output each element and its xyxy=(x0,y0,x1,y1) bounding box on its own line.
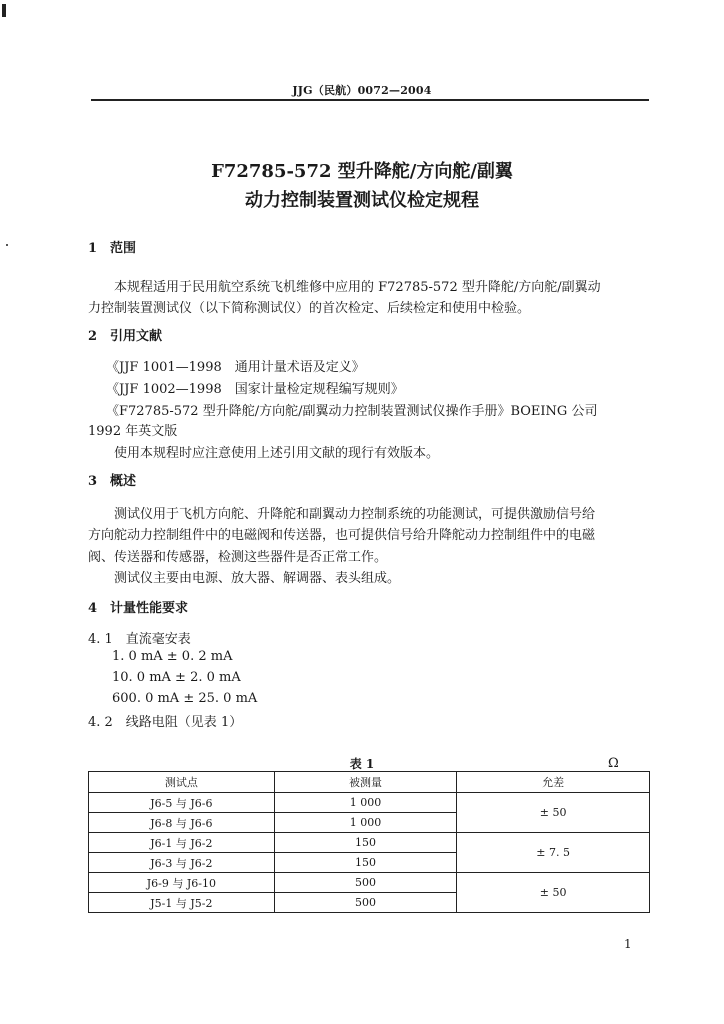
section-title: 引用文献 xyxy=(110,329,163,344)
subsection-heading: 4. 1 直流毫安表 xyxy=(88,632,191,647)
table-unit: Ω xyxy=(608,756,619,771)
tolerance-cell: ± 50 xyxy=(457,873,650,913)
paragraph-line: 力控制装置测试仪（以下简称测试仪）的首次检定、后续检定和使用中检验。 xyxy=(88,301,531,316)
page-number: 1 xyxy=(624,937,632,951)
measured-value-cell: 500 xyxy=(274,893,457,913)
tolerance-cell: ± 50 xyxy=(457,793,650,833)
paragraph-line: 测试仪用于飞机方向舵、升降舵和副翼动力控制系统的功能测试，可提供激励信号给 xyxy=(114,507,596,522)
test-point-cell: J5-1 与 J5-2 xyxy=(89,893,275,913)
section-2-heading xyxy=(88,325,162,344)
test-point-cell: J6-3 与 J6-2 xyxy=(89,853,275,873)
column-header: 测试点 xyxy=(89,772,275,793)
measured-value-cell: 1 000 xyxy=(274,813,457,833)
paragraph-line: 方向舵动力控制组件中的电磁阀和传送器，也可提供信号给升降舵动力控制组件中的电磁 xyxy=(88,528,596,543)
corner-mark xyxy=(2,4,6,17)
resistance-table xyxy=(88,771,650,913)
section-4-heading xyxy=(88,597,188,616)
section-number: 1 xyxy=(88,241,98,256)
paragraph-line: 使用本规程时应注意使用上述引用文献的现行有效版本。 xyxy=(114,446,440,461)
tolerance-cell: ± 7. 5 xyxy=(457,833,650,873)
table-row xyxy=(89,793,650,813)
measured-value-cell: 500 xyxy=(274,873,457,893)
reference-item: 《F72785-572 型升降舵/方向舵/副翼动力控制装置测试仪操作手册》BOEING 公司 xyxy=(106,404,598,419)
column-header: 允差 xyxy=(457,772,650,793)
reference-item: 《JJF 1002—1998 国家计量检定规程编写规则》 xyxy=(106,382,404,397)
header-rule xyxy=(91,99,649,101)
section-1-heading xyxy=(88,237,136,256)
section-number: 3 xyxy=(88,474,98,489)
test-point-cell: J6-8 与 J6-6 xyxy=(89,813,275,833)
measured-value-cell: 1 000 xyxy=(274,793,457,813)
measured-value-cell: 150 xyxy=(274,833,457,853)
table-row xyxy=(89,873,650,893)
spec-line: 10. 0 mA ± 2. 0 mA xyxy=(112,670,241,685)
section-3-heading xyxy=(88,470,136,489)
column-header: 被测量 xyxy=(274,772,457,793)
paragraph-line: 本规程适用于民用航空系统飞机维修中应用的 F72785-572 型升降舵/方向舵/副翼动 xyxy=(114,280,601,295)
table-row xyxy=(89,833,650,853)
section-title: 计量性能要求 xyxy=(110,601,189,616)
test-point-cell: J6-9 与 J6-10 xyxy=(89,873,275,893)
reference-item-cont: 1992 年英文版 xyxy=(88,424,178,439)
reference-item: 《JJF 1001—1998 通用计量术语及定义》 xyxy=(106,360,365,375)
doc-title-line-2: 动力控制装置测试仪检定规程 xyxy=(245,190,479,211)
spec-line: 1. 0 mA ± 0. 2 mA xyxy=(112,649,233,664)
subsection-heading: 4. 2 线路电阻（见表 1） xyxy=(88,715,243,730)
paragraph-line: 阀、传送器和传感器，检测这些器件是否正常工作。 xyxy=(88,550,388,565)
measured-value-cell: 150 xyxy=(274,853,457,873)
test-point-cell: J6-1 与 J6-2 xyxy=(89,833,275,853)
running-header: JJG（民航）0072—2004 xyxy=(292,84,432,97)
section-title: 概述 xyxy=(110,474,137,489)
table-caption: 表 1 xyxy=(349,757,375,771)
paragraph-line: 测试仪主要由电源、放大器、解调器、表头组成。 xyxy=(114,571,401,586)
doc-title-line-1: F72785-572 型升降舵/方向舵/副翼 xyxy=(211,161,513,182)
spec-line: 600. 0 mA ± 25. 0 mA xyxy=(112,691,258,706)
test-point-cell: J6-5 与 J6-6 xyxy=(89,793,275,813)
section-number: 4 xyxy=(88,601,98,616)
scan-dot xyxy=(6,244,8,246)
section-number: 2 xyxy=(88,329,98,344)
table-header-row xyxy=(89,772,650,793)
section-title: 范围 xyxy=(110,241,137,256)
